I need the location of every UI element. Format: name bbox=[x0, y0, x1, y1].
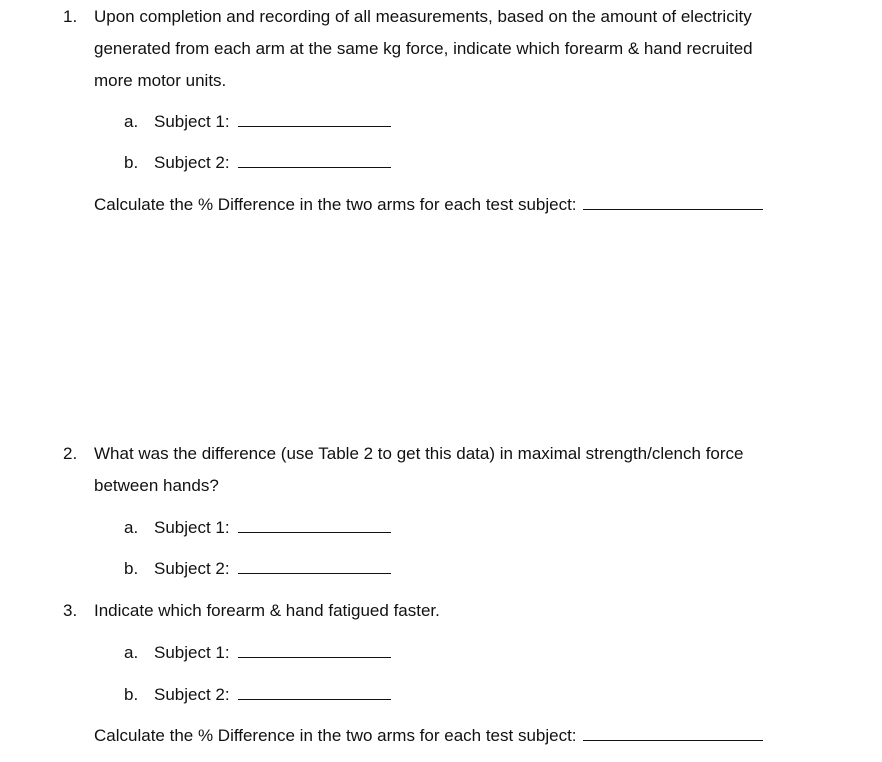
q1-a-answer-blank[interactable] bbox=[238, 112, 391, 127]
q3-a-text: Subject 1: bbox=[154, 643, 230, 662]
q3-a-label: a. bbox=[124, 643, 139, 662]
q1-number: 1. bbox=[63, 7, 78, 26]
q2-a-answer-blank[interactable] bbox=[238, 518, 391, 533]
q1-a-text: Subject 1: bbox=[154, 112, 230, 131]
q1-a-item bbox=[154, 112, 391, 132]
q1-calc-answer-blank[interactable] bbox=[583, 195, 763, 210]
q1-b-answer-blank[interactable] bbox=[238, 153, 391, 168]
q3-a-item bbox=[154, 643, 391, 663]
q3-b-answer-blank[interactable] bbox=[238, 685, 391, 700]
q2-b-item bbox=[154, 559, 391, 579]
q2-text-line-2: between hands? bbox=[94, 476, 219, 495]
q1-a-label: a. bbox=[124, 112, 139, 131]
q3-calc-text: Calculate the % Difference in the two arms for each test subject: bbox=[94, 726, 577, 745]
q1-text-line-1: Upon completion and recording of all measurements, based on the amount of electricity bbox=[94, 7, 752, 26]
q1-b-item bbox=[154, 153, 391, 173]
q3-number: 3. bbox=[63, 601, 78, 620]
q1-calc-item bbox=[94, 195, 763, 215]
q2-text-line-1: What was the difference (use Table 2 to get this data) in maximal strength/clench force bbox=[94, 444, 744, 463]
q2-b-answer-blank[interactable] bbox=[238, 559, 391, 574]
q1-text-line-3: more motor units. bbox=[94, 71, 227, 90]
q3-b-text: Subject 2: bbox=[154, 685, 230, 704]
q2-a-label: a. bbox=[124, 518, 139, 537]
q2-number: 2. bbox=[63, 444, 78, 463]
q3-calc-answer-blank[interactable] bbox=[583, 726, 763, 741]
q2-a-text: Subject 1: bbox=[154, 518, 230, 537]
q1-calc-text: Calculate the % Difference in the two arms for each test subject: bbox=[94, 195, 577, 214]
q3-calc-item bbox=[94, 726, 763, 746]
q1-b-text: Subject 2: bbox=[154, 153, 230, 172]
q2-b-text: Subject 2: bbox=[154, 559, 230, 578]
q3-text-line-1: Indicate which forearm & hand fatigued faster. bbox=[94, 601, 440, 620]
q1-b-label: b. bbox=[124, 153, 139, 172]
q3-a-answer-blank[interactable] bbox=[238, 643, 391, 658]
q2-a-item bbox=[154, 518, 391, 538]
q1-text-line-2: generated from each arm at the same kg force, indicate which forearm & hand recruited bbox=[94, 39, 753, 58]
q2-b-label: b. bbox=[124, 559, 139, 578]
q3-b-label: b. bbox=[124, 685, 139, 704]
q3-b-item bbox=[154, 685, 391, 705]
